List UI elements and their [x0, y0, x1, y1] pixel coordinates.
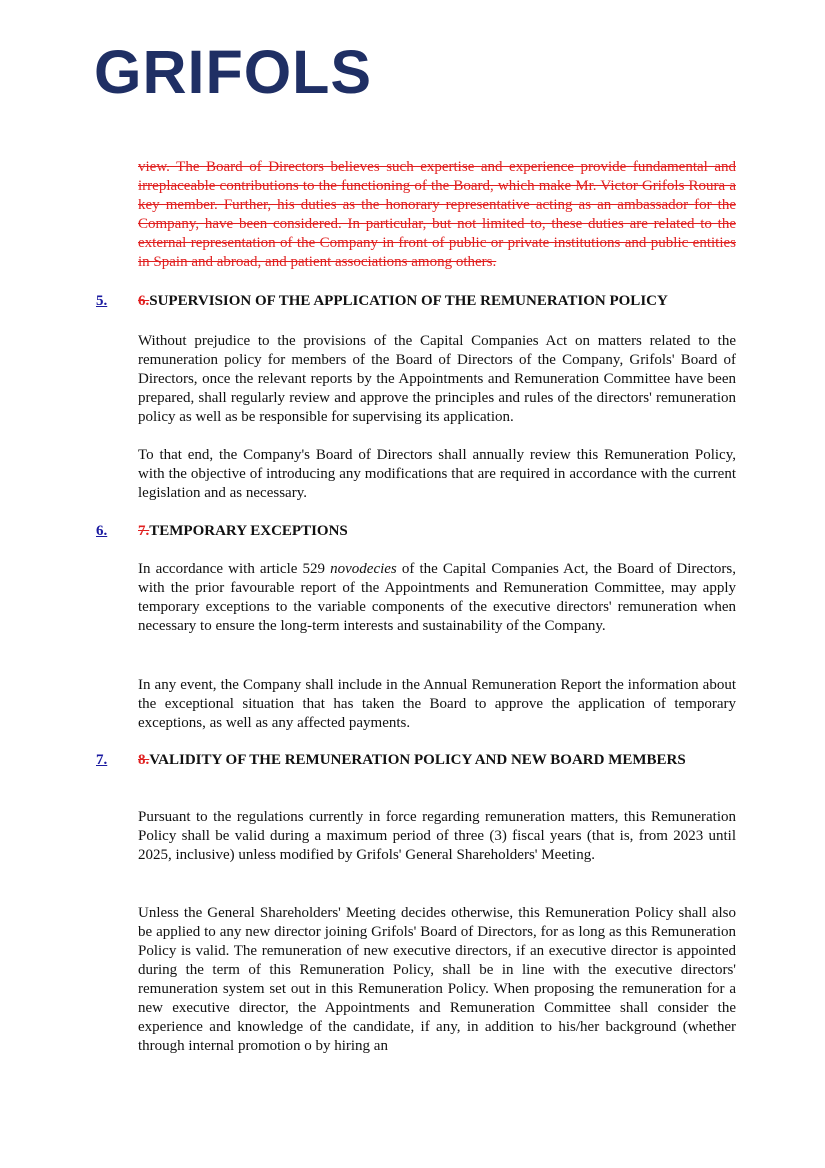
section-heading-validity [96, 751, 736, 770]
paragraph: To that end, the Company's Board of Directors shall annually review this Remuneration Policy, with the objective of introducing any modifications that are required in accordance with the current legislation and as necessary. [138, 447, 736, 501]
section-number: 6. [96, 523, 108, 539]
section-heading-supervision [96, 292, 736, 311]
paragraph: In any event, the Company shall include in the Annual Remuneration Report the information about the exceptional situation that has taken the Board to approve the application of temporary exceptions, as well as any affected payments. [138, 677, 736, 731]
paragraph-text: In accordance with article 529 [138, 561, 331, 577]
paragraph: Pursuant to the regulations currently in force regarding remuneration matters, this Remuneration Policy shall be valid during a maximum period of three (3) fiscal years (that is, from 2023 until 2025, inclusive) unless modified by Grifols' General Shareholders' Meeting. [138, 809, 736, 863]
grifols-logo: GRIFOLS [94, 38, 373, 106]
italic-term: novodecies [330, 561, 397, 577]
deleted-section-number: 8. [138, 752, 150, 768]
section-heading-temporary-exceptions [96, 522, 736, 541]
deleted-text-block: view. The Board of Directors believes such expertise and experience provide fundamental and irreplaceable contributions to the functioning of the Board, which make Mr. Victor Grifols Roura a key member. Further, his duties as the honorary representative acting as an ambassador for the Company, have been considered. In particular, but not limited to, these duties are related to the external representation of the Company in front of public or private institutions and public entities in Spain and abroad, and patient associations among others. [138, 159, 736, 270]
section-title: SUPERVISION OF THE APPLICATION OF THE REMUNERATION POLICY [149, 293, 668, 309]
section-number: 5. [96, 293, 108, 309]
section-title: VALIDITY OF THE REMUNERATION POLICY AND NEW BOARD MEMBERS [149, 752, 686, 768]
paragraph: Without prejudice to the provisions of the Capital Companies Act on matters related to the remuneration policy for members of the Board of Directors of the Company, Grifols' Board of Directors, once the relevant reports by the Appointments and Remuneration Committee have been prepared, shall regularly review and approve the principles and rules of the directors' remuneration policy as well as be responsible for supervising its application. [138, 333, 736, 425]
paragraph [138, 560, 736, 636]
deleted-section-number: 6. [138, 293, 150, 309]
section-title: TEMPORARY EXCEPTIONS [149, 523, 348, 539]
section-number: 7. [96, 752, 108, 768]
paragraph: Unless the General Shareholders' Meeting decides otherwise, this Remuneration Policy shall also be applied to any new director joining Grifols' Board of Directors, for as long as this Remuneration Policy is valid. The remuneration of new executive directors, if an executive director is appointed during the term of this Remuneration Policy, shall be in line with the executive directors' remuneration system set out in this Remuneration Policy. When proposing the remuneration for a new executive director, the Appointments and Remuneration Committee shall consider the experience and knowledge of the candidate, if any, in addition to his/her background (whether through internal promotion o by hiring an [138, 905, 736, 1054]
deleted-section-number: 7. [138, 523, 150, 539]
paragraph-text: of the Capital Companies Act, the Board of Directors, with the prior favourable report of the Appointments and Remuneration Committee, may apply temporary exceptions to the variable components of the executive directors' remuneration when necessary to ensure the long-term interests and sustainability of the Company. [138, 561, 736, 634]
